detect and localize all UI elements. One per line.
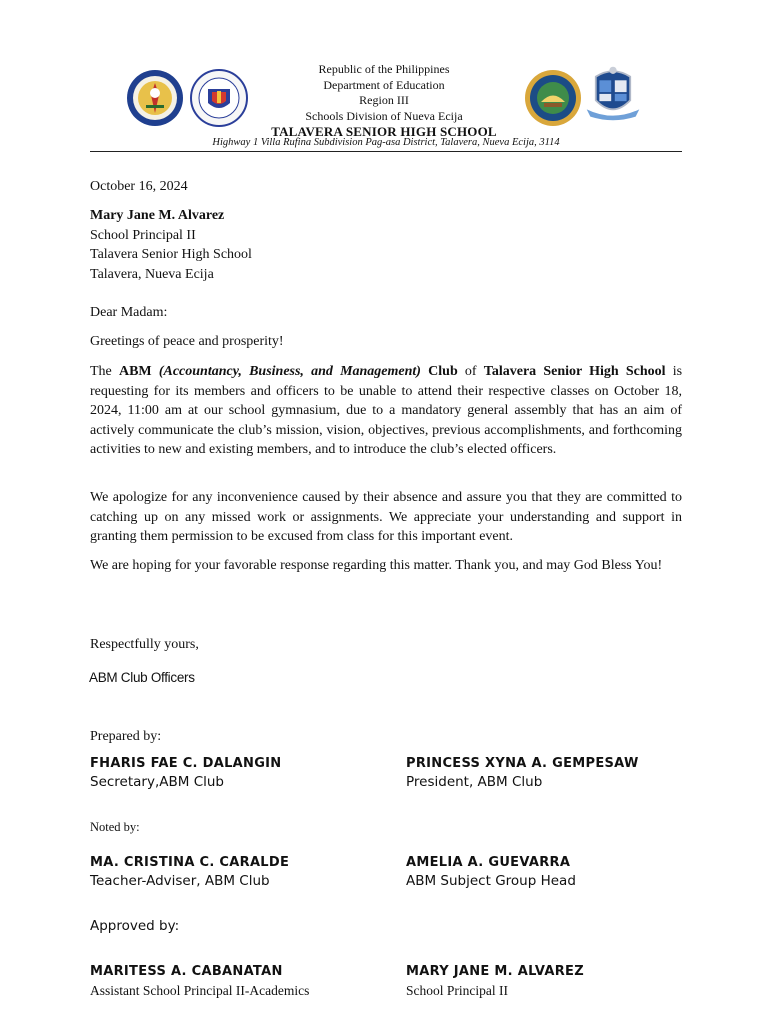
noted-right-name: AMELIA A. GUEVARRA xyxy=(406,855,571,870)
header-republic: Republic of the Philippines xyxy=(318,62,450,76)
club-officers-signature: ABM Club Officers xyxy=(89,670,195,685)
paragraph-closing: We are hoping for your favorable response regarding this matter. Thank you, and may God Bless You! xyxy=(90,558,663,573)
p1-abm: ABM xyxy=(118,364,152,379)
header-division: Schools Division of Nueva Ecija xyxy=(305,108,463,123)
approved-right-name: MARY JANE M. ALVAREZ xyxy=(406,964,584,979)
noted-by-label: Noted by: xyxy=(90,820,140,834)
prepared-left-name: FHARIS FAE C. DALANGIN xyxy=(90,756,282,771)
p1-of: of xyxy=(464,364,477,379)
prepared-by-label: Prepared by: xyxy=(90,729,162,744)
greeting: Greetings of peace and prosperity! xyxy=(90,334,284,349)
approved-left-role: Assistant School Principal II-Academics xyxy=(90,983,310,998)
school-seal-icon xyxy=(126,69,184,127)
closing: Respectfully yours, xyxy=(90,637,199,652)
approved-left-name: MARITESS A. CABANATAN xyxy=(90,964,283,979)
recipient-title: School Principal II xyxy=(90,227,196,243)
p1-club: Club xyxy=(428,364,458,379)
noted-left-role: Teacher-Adviser, ABM Club xyxy=(90,873,270,889)
recipient-block xyxy=(90,206,682,284)
header-region: Region III xyxy=(359,93,409,107)
prepared-left-role: Secretary,ABM Club xyxy=(90,774,224,790)
approved-right-role: School Principal II xyxy=(406,983,508,998)
paragraph-apology: We apologize for any inconvenience caused by their absence and assure you that they are committed to catching up on any missed work or assignments. We appreciate your understanding and support in granting them permission to be excused from class for this important event. xyxy=(90,490,682,544)
letterhead xyxy=(200,62,568,140)
recipient-location: Talavera, Nueva Ecija xyxy=(90,266,214,282)
header-address: Highway 1 Villa Rufina Subdivision Pag-asa District, Talavera, Nueva Ecija, 3114 xyxy=(212,137,560,148)
paragraph-request xyxy=(90,362,682,460)
prepared-right-role: President, ABM Club xyxy=(406,774,543,790)
prepared-right-name: PRINCESS XYNA A. GEMPESAW xyxy=(406,756,639,771)
letter-date: October 16, 2024 xyxy=(90,179,188,194)
noted-left-name: MA. CRISTINA C. CARALDE xyxy=(90,855,290,870)
p1-the: The xyxy=(90,364,119,379)
approved-by-label: Approved by: xyxy=(90,918,180,934)
header-school-name: TALAVERA SENIOR HIGH SCHOOL xyxy=(271,124,497,139)
p1-school: Talavera Senior High School xyxy=(483,364,666,379)
p1-abm-full: (Accountancy, Business, and Management) xyxy=(158,364,421,379)
recipient-name: Mary Jane M. Alvarez xyxy=(90,208,225,223)
noted-right-role: ABM Subject Group Head xyxy=(406,873,576,889)
recipient-school: Talavera Senior High School xyxy=(90,247,252,262)
header-department: Department of Education xyxy=(323,77,445,92)
salutation: Dear Madam: xyxy=(90,305,168,320)
abm-club-crest-icon xyxy=(584,64,642,122)
header-divider xyxy=(90,151,682,152)
p1-rest: is requesting for its members and officers to be unable to attend their respective classes on October 18, 2024, 11:00 am at our school gymnasium, due to a mandatory general assembly that has an aim of actively communicate the club’s mission, vision, objectives, previous accomplishments, and forthcoming activities to new and existing members, and to introduce the club’s elected officers. xyxy=(90,364,683,457)
